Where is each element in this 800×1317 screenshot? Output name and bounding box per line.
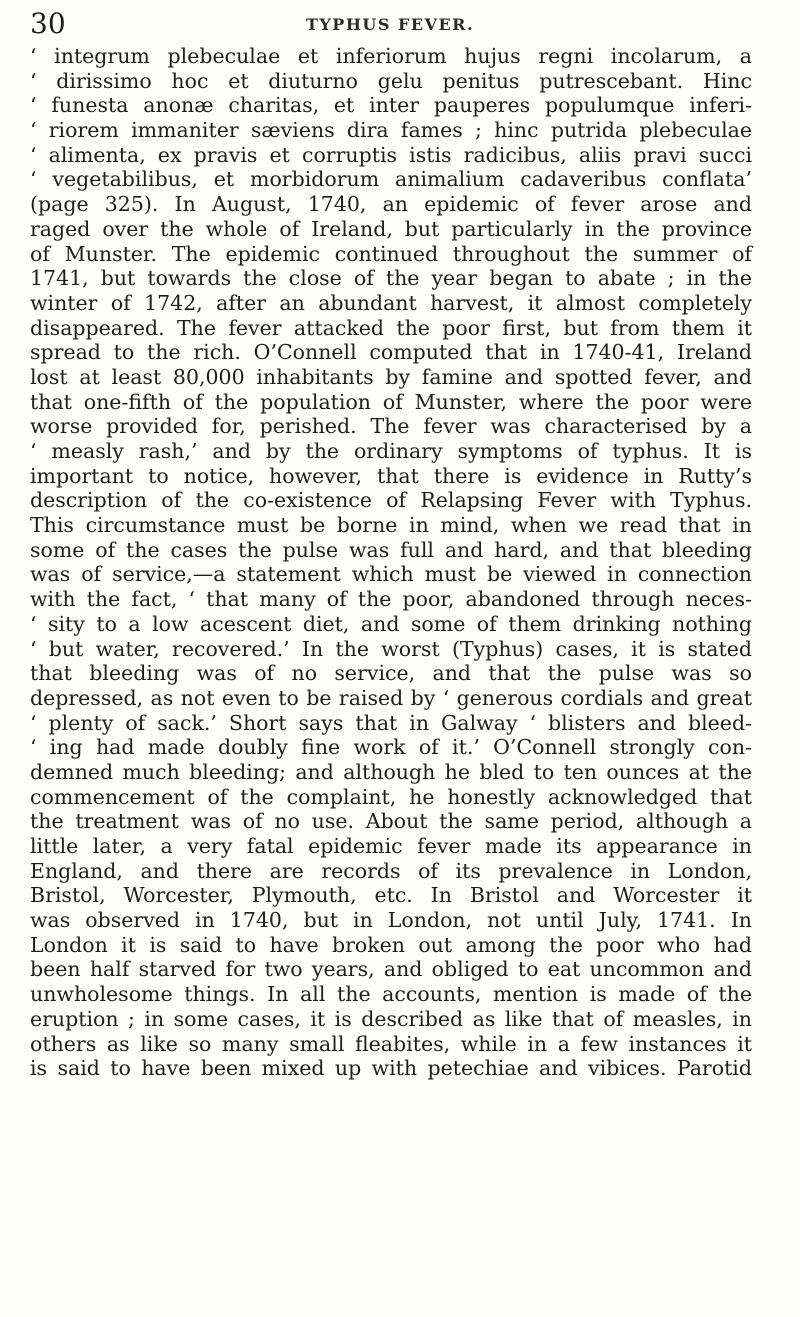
text-line: was observed in 1740, but in London, not until July, 1741. In [30, 908, 752, 933]
text-line: description of the co-existence of Relapsing Fever with Typhus. [30, 488, 752, 513]
text-line: ‘ measly rash,’ and by the ordinary symptoms of typhus. It is [30, 439, 752, 463]
text-line: spread to the rich. O’Connell computed that in 1740-41, Ireland [30, 340, 752, 365]
text-line: was of service,—a statement which must be viewed in connection [30, 562, 752, 587]
text-line: others as like so many small fleabites, while in a few instances it [30, 1031, 752, 1056]
text-line: demned much bleeding; and although he bled to ten ounces at the [30, 759, 752, 784]
text-line: ‘ but water, recovered.’ In the worst (Typhus) cases, it is stated [30, 636, 752, 661]
text-line: England, and there are records of its prevalence in London, [30, 858, 752, 883]
text-line: ‘ integrum plebeculae et inferiorum hujus regni incolarum, a [30, 44, 752, 68]
text-line: is said to have been mixed up with petechiae and vibices. Parotid [30, 1056, 752, 1081]
text-line: This circumstance must be borne in mind, when we read that in [30, 513, 752, 538]
text-line: ‘ vegetabilibus, et morbidorum animalium cadaveribus conflata’ [30, 167, 752, 192]
text-line: that bleeding was of no service, and that the pulse was so [30, 661, 752, 686]
text-line: been half starved for two years, and obliged to eat uncommon and [30, 957, 752, 982]
text-line: ‘ riorem immaniter sæviens dira fames ; hinc putrida plebeculae [30, 118, 752, 143]
text-line: commencement of the complaint, he honestly acknowledged that [30, 784, 752, 809]
text-line: disappeared. The fever attacked the poor first, but from them it [30, 315, 752, 340]
page-number: 30 [30, 7, 66, 40]
text-line: lost at least 80,000 inhabitants by famine and spotted fever, and [30, 364, 752, 389]
text-line: ‘ alimenta, ex pravis et corruptis istis radicibus, aliis pravi succi [30, 142, 752, 167]
text-line: 1741, but towards the close of the year began to abate ; in the [30, 266, 752, 291]
text-line: ‘ plenty of sack.’ Short says that in Galway ‘ blisters and bleed- [30, 710, 752, 735]
text-line: eruption ; in some cases, it is described as like that of measles, in [30, 1006, 752, 1031]
text-line: some of the cases the pulse was full and hard, and that bleeding [30, 537, 752, 562]
text-line: depressed, as not even to be raised by ‘ generous cordials and great [30, 685, 752, 710]
text-line: ‘ ing had made doubly fine work of it.’ O’Connell strongly con- [30, 735, 752, 760]
text-line: ‘ funesta anonæ charitas, et inter pauperes populumque inferi- [30, 93, 752, 118]
running-head [30, 8, 750, 40]
text-line: Bristol, Worcester, Plymouth, etc. In Bristol and Worcester it [30, 883, 752, 908]
text-line: important to notice, however, that there is evidence in Rutty’s [30, 463, 752, 488]
text-line: worse provided for, perished. The fever was characterised by a [30, 414, 752, 439]
text-line: London it is said to have broken out among the poor who had [30, 932, 752, 957]
text-line: with the fact, ‘ that many of the poor, abandoned through neces- [30, 587, 752, 612]
text-line: ‘ dirissimo hoc et diuturno gelu penitus putrescebant. Hinc [30, 68, 752, 93]
running-title: TYPHUS FEVER. [305, 15, 475, 34]
text-line: that one-fifth of the population of Munster, where the poor were [30, 389, 752, 414]
text-line: of Munster. The epidemic continued throughout the summer of [30, 241, 752, 266]
text-line: unwholesome things. In all the accounts, mention is made of the [30, 982, 752, 1007]
body-text [30, 44, 752, 1081]
text-line: the treatment was of no use. About the same period, although a [30, 809, 752, 834]
text-line: little later, a very fatal epidemic fever made its appearance in [30, 834, 752, 858]
text-line: (page 325). In August, 1740, an epidemic of fever arose and [30, 192, 752, 217]
text-line: ‘ sity to a low acescent diet, and some of them drinking nothing [30, 611, 752, 636]
text-line: winter of 1742, after an abundant harvest, it almost completely [30, 290, 752, 315]
text-line: raged over the whole of Ireland, but particularly in the province [30, 216, 752, 241]
